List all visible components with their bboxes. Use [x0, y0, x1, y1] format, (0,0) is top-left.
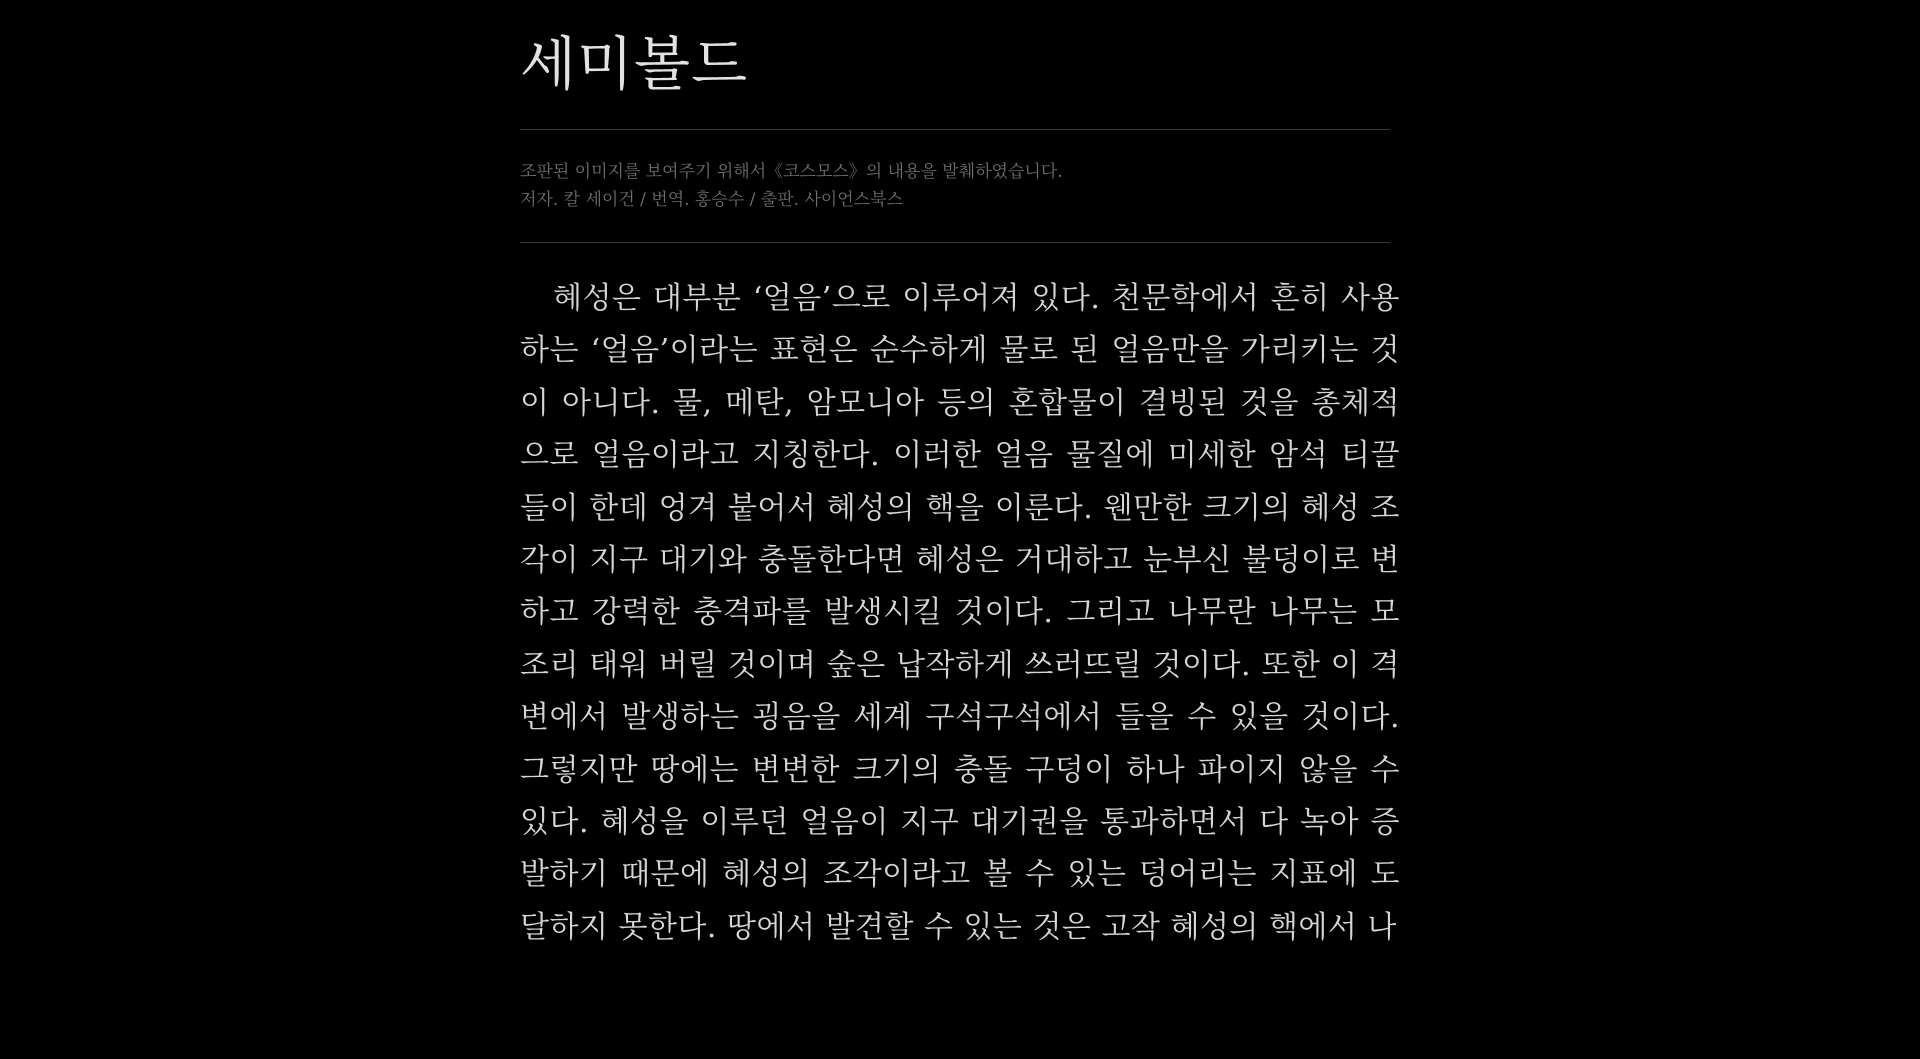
body-paragraph: 혜성은 대부분 ‘얼음’으로 이루어져 있다. 천문학에서 흔히 사용하는 ‘얼음’이라는 표현은 순수하게 물로 된 얼음만을 가리키는 것이 아니다. 물, 메탄, 암모니아 등의 혼합물이 결빙된 것을 총체적으로 얼음이라고 지칭한다. 이러한 얼음 물질에 미세한 암석 티끌들이 한데 엉겨 붙어서 혜성의 핵을 이룬다. 웬만한 크기의 혜성 조각이 지구 대기와 충돌한다면 혜성은 거대하고 눈부신 불덩이로 변하고 강력한 충격파를 발생시킬 것이다. 그리고 나무란 나무는 모조리 태워 버릴 것이며 숲은 납작하게 쓰러뜨릴 것이다. 또한 이 격변에서 발생하는 굉음을 세계 구석구석에서 들을 수 있을 것이다. 그렇지만 땅에는 변변한 크기의 충돌 구덩이 하나 파이지 않을 수 있다. 혜성을 이루던 얼음이 지구 대기권을 통과하면서 다 녹아 증발하기 때문에 혜성의 조각이라고 볼 수 있는 덩어리는 지표에 도달하지 못한다. 땅에서 발견할 수 있는 것은 고작 혜성의 핵에서 나	[520, 281, 1400, 945]
page-title: 세미볼드	[520, 30, 749, 98]
source-info	[520, 130, 1390, 242]
book-credits: 저자. 칼 세이건 / 번역. 홍승수 / 출판. 사이언스북스	[520, 190, 903, 210]
reading-page	[520, 0, 1400, 954]
excerpt-note: 조판된 이미지를 보여주기 위해서《코스모스》의 내용을 발췌하였습니다.	[520, 162, 1063, 182]
